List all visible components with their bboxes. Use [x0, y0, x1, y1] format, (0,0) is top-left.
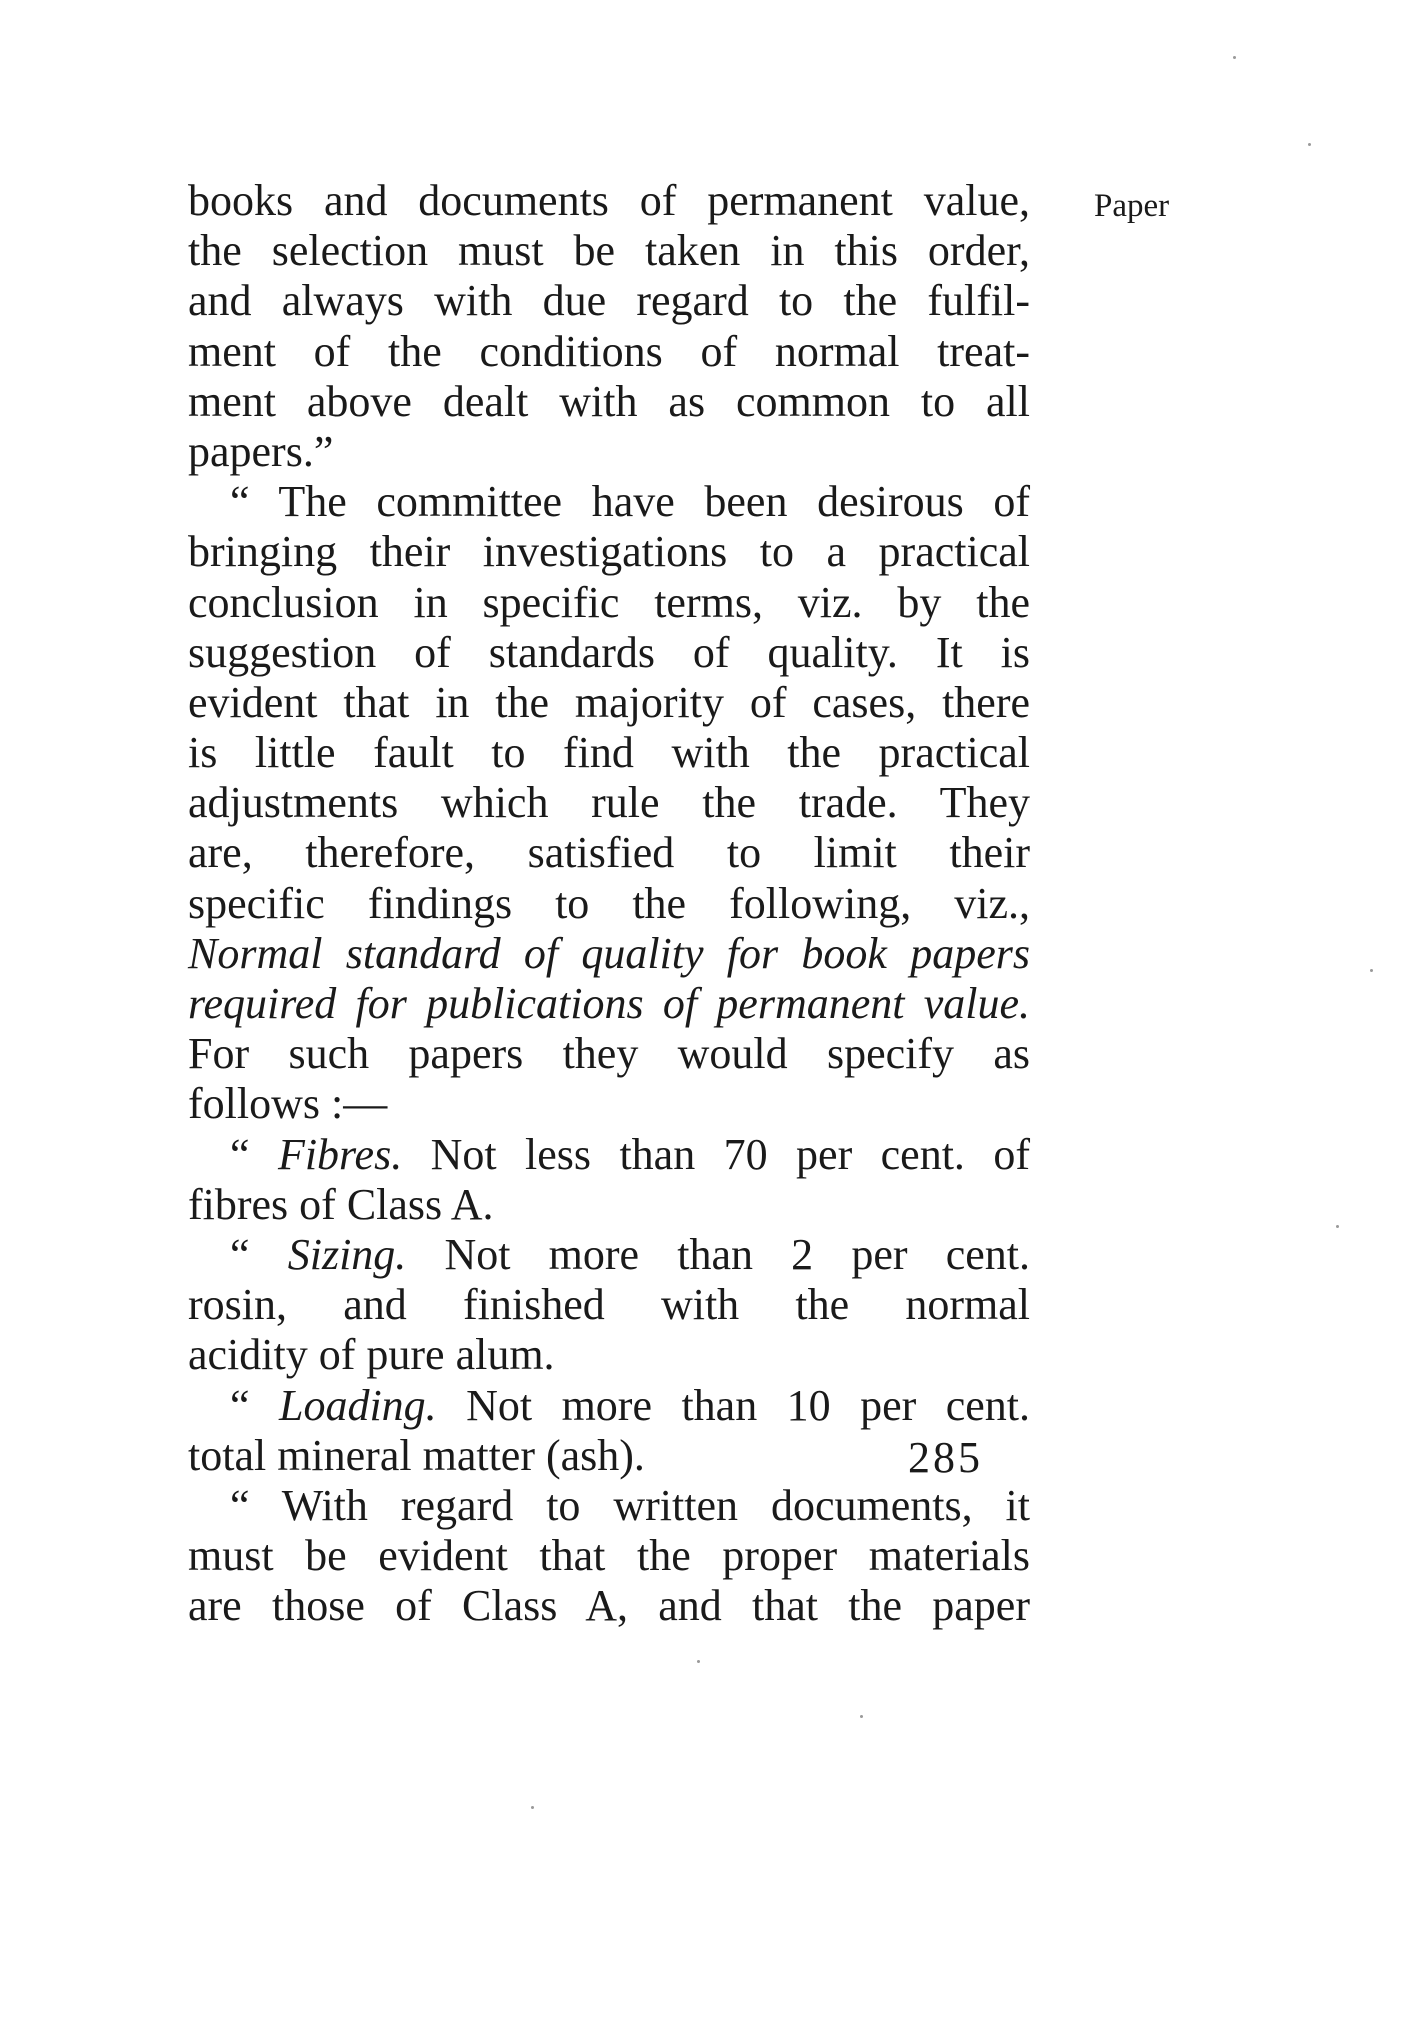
text-segment: bringing their investigations to a practical — [188, 527, 1030, 577]
text-line — [188, 1130, 1030, 1180]
text-line — [188, 778, 1030, 828]
text-line — [188, 979, 1030, 1029]
text-segment: For such papers they would specify as — [188, 1029, 1030, 1079]
text-segment: is little fault to find with the practical — [188, 728, 1030, 778]
text-segment: “ — [230, 1380, 279, 1430]
paper-speck — [1336, 1225, 1339, 1228]
text-segment: “ — [230, 1129, 278, 1179]
page-number: 285 — [908, 1433, 983, 1482]
text-segment: specific findings to the following, viz., — [188, 878, 1030, 928]
text-segment: ment of the conditions of normal treat- — [188, 326, 1030, 376]
text-line — [188, 1280, 1030, 1330]
text-line — [188, 276, 1030, 326]
paper-speck — [1233, 56, 1236, 59]
paper-speck — [531, 1806, 534, 1809]
text-segment: and always with due regard to the fulfil- — [188, 276, 1030, 326]
text-line — [188, 1531, 1030, 1581]
text-segment: are, therefore, satisfied to limit their — [188, 828, 1030, 878]
italic-text: Loading. — [278, 1380, 437, 1430]
text-line — [188, 1330, 1030, 1380]
text-line — [188, 1481, 1030, 1531]
text-segment: “ — [230, 1229, 288, 1279]
text-segment: “ With regard to written documents, it — [230, 1480, 1030, 1530]
text-line — [188, 1079, 1030, 1129]
text-line — [188, 1581, 1030, 1631]
text-segment: Not more than 2 per cent. — [406, 1229, 1031, 1279]
text-line — [188, 1029, 1030, 1079]
text-segment: adjustments which rule the trade. They — [188, 778, 1030, 828]
text-segment: fibres of Class A. — [188, 1179, 494, 1229]
text-line — [188, 226, 1030, 276]
text-line — [188, 477, 1030, 527]
text-line — [188, 327, 1030, 377]
text-segment: “ The committee have been desirous of — [230, 477, 1030, 527]
text-segment: books and documents of permanent value, — [188, 176, 1030, 225]
text-line — [188, 929, 1030, 979]
marginal-heading: Paper — [1094, 188, 1170, 224]
text-line — [188, 728, 1030, 778]
text-segment: papers.” — [188, 426, 334, 476]
text-line — [188, 628, 1030, 678]
text-segment: Not less than 70 per cent. of — [402, 1129, 1030, 1179]
text-line — [188, 176, 1030, 226]
text-segment: follows :— — [188, 1079, 388, 1129]
text-segment: total mineral matter (ash). — [188, 1430, 645, 1480]
italic-text: required for publications of permanent value. — [188, 979, 1030, 1028]
text-segment: acidity of pure alum. — [188, 1330, 555, 1380]
text-line — [188, 377, 1030, 427]
text-segment: rosin, and finished with the normal — [188, 1280, 1030, 1330]
italic-text: Normal standard of quality for book papers — [188, 928, 1030, 978]
text-line — [188, 678, 1030, 728]
paper-speck — [697, 1660, 700, 1663]
text-segment: Not more than 10 per cent. — [436, 1380, 1031, 1430]
text-line — [188, 1431, 1030, 1481]
text-line — [188, 578, 1030, 628]
paper-speck — [1308, 143, 1311, 146]
text-line — [188, 828, 1030, 878]
text-segment: suggestion of standards of quality. It is — [188, 627, 1030, 677]
text-line — [188, 427, 1030, 477]
text-segment: conclusion in specific terms, viz. by the — [188, 577, 1030, 627]
text-line — [188, 1230, 1030, 1280]
text-segment: the selection must be taken in this order, — [188, 226, 1030, 276]
text-segment: evident that in the majority of cases, there — [188, 677, 1030, 727]
italic-text: Fibres. — [277, 1129, 403, 1179]
text-line — [188, 1381, 1030, 1431]
text-line — [188, 527, 1030, 577]
paper-speck — [860, 1715, 863, 1718]
text-segment: are those of Class A, and that the paper — [188, 1581, 1030, 1631]
body-text — [188, 176, 1030, 1631]
text-line — [188, 1180, 1030, 1230]
italic-text: Sizing. — [287, 1229, 407, 1279]
paper-speck — [1370, 969, 1373, 972]
text-line — [188, 879, 1030, 929]
text-segment: ment above dealt with as common to all — [188, 376, 1030, 426]
text-segment: must be evident that the proper materials — [188, 1531, 1030, 1581]
